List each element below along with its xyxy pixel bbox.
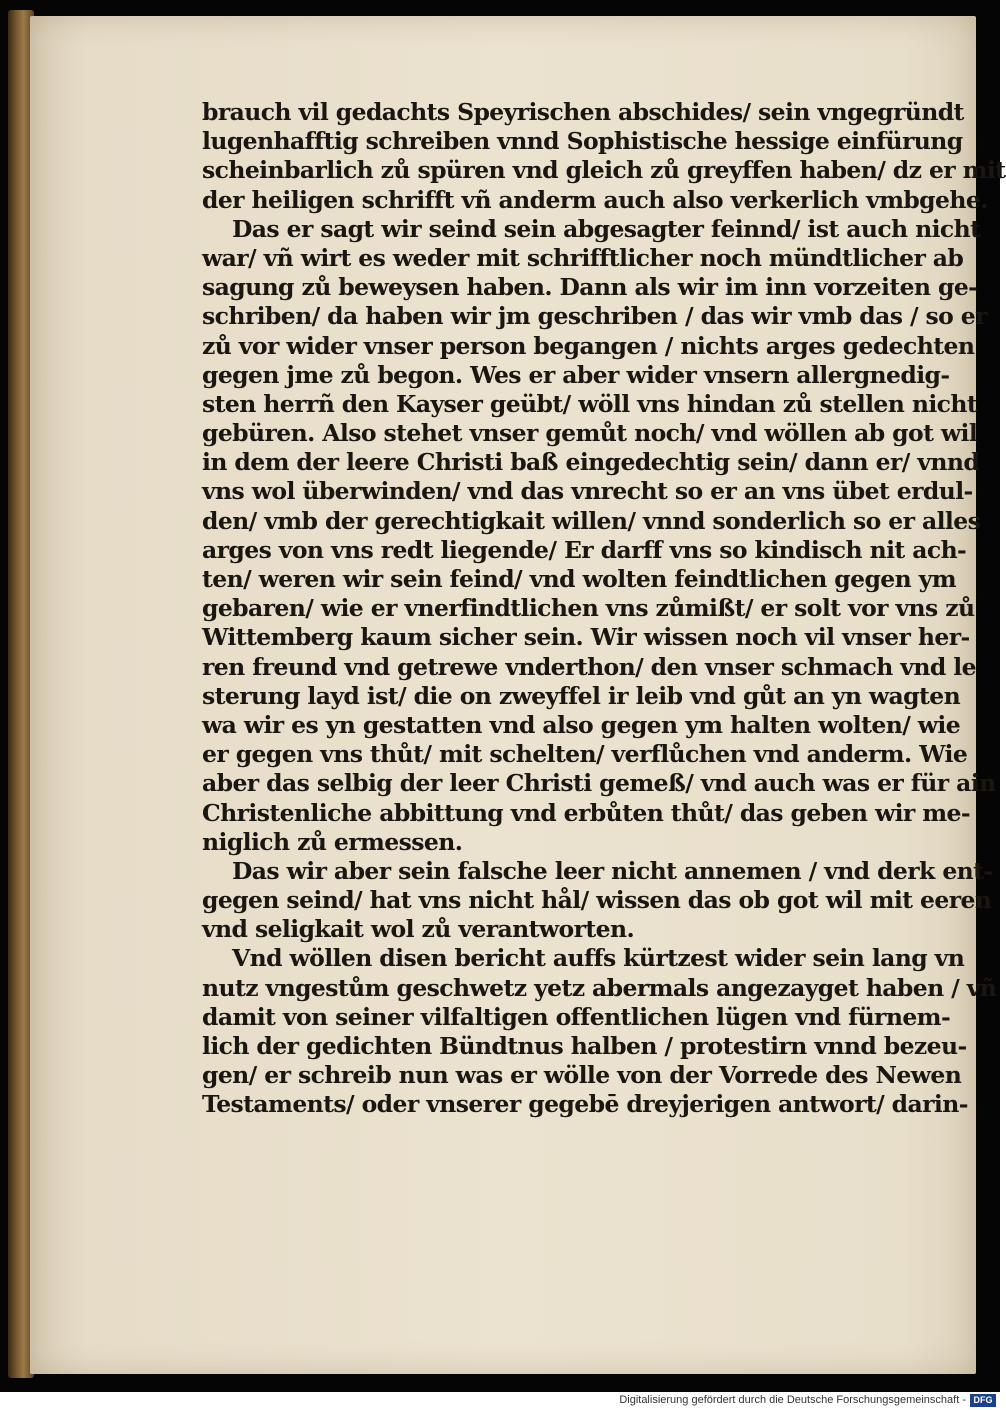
text-line: sten herrñ den Kayser geübt/ wöll vns hindan zů stellen nicht <box>202 389 978 418</box>
text-line: Das er sagt wir seind sein abgesagter feinnd/ ist auch nicht <box>232 214 981 243</box>
footer-credit: Digitalisierung gefördert durch die Deutsche Forschungsgemeinschaft - <box>619 1394 966 1406</box>
text-line: gegen seind/ hat vns nicht hål/ wissen das ob got wil mit eeren <box>202 886 992 915</box>
text-line: sagung zů beweysen haben. Dann als wir im inn vorzeiten ge- <box>202 273 978 302</box>
text-line: Vnd wöllen disen bericht auffs kürtzest wider sein lang vn <box>232 944 965 973</box>
text-line: zů vor wider vnser person begangen / nichts arges gedechten <box>202 331 975 360</box>
text-line: brauch vil gedachts Speyrischen abschides/ sein vngegründt <box>202 98 964 126</box>
text-line: nutz vngestům geschwetz yetz abermals angezayget haben / vñ <box>202 973 997 1002</box>
text-line: in dem der leere Christi baß eingedechtig sein/ dann er/ vnnd <box>202 448 980 477</box>
text-line: wa wir es yn gestatten vnd also gegen ym halten wolten/ wie <box>202 710 961 739</box>
text-line: damit von seiner vilfaltigen offentlichen lügen vnd fürnem- <box>202 1002 951 1031</box>
dfg-logo: DFG <box>970 1394 996 1407</box>
text-line: niglich zů ermessen. <box>202 827 463 856</box>
text-line: der heiligen schrifft vñ anderm auch also verkerlich vmbgehe. <box>202 185 988 214</box>
text-line: Testaments/ oder vnserer gegebē dreyjerigen antwort/ darin- <box>202 1090 968 1119</box>
text-line: war/ vñ wirt es weder mit schrifftlicher noch mündtlicher ab <box>202 243 964 272</box>
text-line: vnd seligkait wol zů verantworten. <box>202 915 635 944</box>
text-line: Wittemberg kaum sicher sein. Wir wissen noch vil vnser her- <box>202 623 970 652</box>
footer <box>0 1392 1000 1410</box>
text-line: er gegen vns thůt/ mit schelten/ verflůchen vnd anderm. Wie <box>202 740 968 769</box>
text-line: gebüren. Also stehet vnser gemůt noch/ vnd wöllen ab got wil <box>202 419 978 448</box>
body-text <box>202 98 1006 1120</box>
text-line: gegen jme zů begon. Wes er aber wider vnsern allergnedig- <box>202 360 950 389</box>
text-line: ten/ weren wir sein feind/ vnd wolten feindtlichen gegen ym <box>202 565 957 593</box>
text-line: gen/ er schreib nun was er wölle von der Vorrede des Newen <box>202 1061 962 1090</box>
text-line: ren freund vnd getrewe vnderthon/ den vnser schmach vnd le <box>202 652 976 681</box>
text-line: lich der gedichten Bündtnus halben / protestirn vnnd bezeu- <box>202 1032 967 1060</box>
text-line: aber das selbig der leer Christi gemeß/ vnd auch was er für ain <box>202 769 996 798</box>
text-line: Das wir aber sein falsche leer nicht annemen / vnd derk ent- <box>232 856 993 885</box>
text-line: scheinbarlich zů spüren vnd gleich zů greyffen haben/ dz er mit <box>202 156 1006 185</box>
text-line: sterung layd ist/ die on zweyffel ir leib vnd gůt an yn wagten <box>202 681 961 710</box>
book-page <box>30 16 1006 1374</box>
text-line: gebaren/ wie er vnerfindtlichen vns zůmißt/ er solt vor vns zů <box>202 594 975 623</box>
text-line: lugenhafftig schreiben vnnd Sophistische hessige einfürung <box>202 127 963 156</box>
text-line: schriben/ da haben wir jm geschriben / das wir vmb das / so er <box>202 302 987 331</box>
text-line: den/ vmb der gerechtigkait willen/ vnnd sonderlich so er alles <box>202 506 981 535</box>
text-line: arges von vns redt liegende/ Er darff vns so kindisch nit ach- <box>202 535 967 564</box>
text-line: vns wol überwinden/ vnd das vnrecht so er an vns übet erdul- <box>202 477 973 506</box>
text-line: Christenliche abbittung vnd erbůten thůt/ das geben wir me- <box>202 798 971 827</box>
